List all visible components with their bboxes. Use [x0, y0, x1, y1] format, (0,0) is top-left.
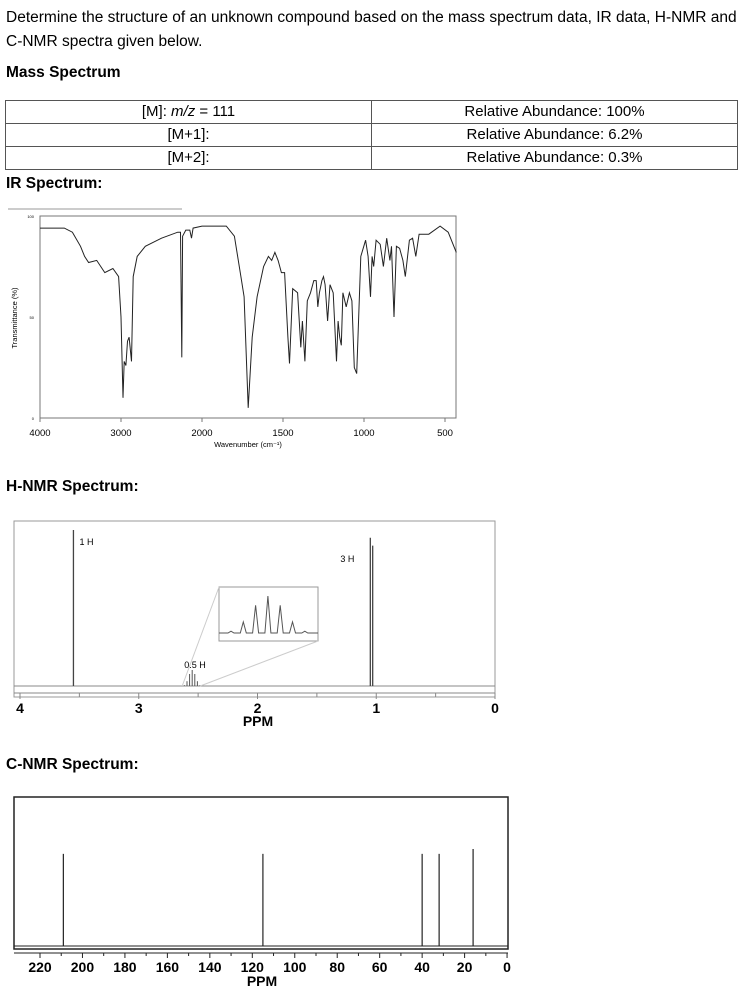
- x-tick-label: 3000: [110, 428, 132, 439]
- mass-spectrum-heading: Mass Spectrum: [6, 64, 121, 81]
- y-tick-label: 100: [27, 214, 34, 219]
- x-tick-label: 60: [371, 959, 388, 975]
- x-tick-label: 500: [437, 428, 453, 439]
- mass-label: [M+2]:: [6, 147, 372, 170]
- x-tick-label: 20: [456, 959, 473, 975]
- x-tick-label: 4: [16, 700, 24, 716]
- x-tick-label: 1500: [272, 428, 294, 439]
- x-tick-label: 200: [70, 959, 95, 975]
- peak-integration-label: 0.5 H: [184, 660, 206, 670]
- cnmr-frame: [14, 797, 508, 949]
- x-tick-label: 180: [113, 959, 137, 975]
- x-axis-label: PPM: [242, 713, 274, 729]
- y-axis-label: Transmittance (%): [10, 287, 19, 349]
- x-axis-label: PPM: [246, 973, 278, 989]
- x-tick-label: 0: [491, 700, 499, 716]
- y-tick-label: 0: [31, 416, 34, 421]
- x-tick-label: 0: [503, 959, 511, 975]
- cnmr-chart: [14, 797, 511, 989]
- x-tick-label: 120: [240, 959, 264, 975]
- mass-label: [M]: m/z = 111: [6, 101, 372, 124]
- cnmr-heading: C-NMR Spectrum:: [6, 756, 139, 773]
- ir-trace: [40, 226, 456, 408]
- x-tick-label: 2000: [191, 428, 213, 439]
- x-tick-label: 40: [414, 959, 430, 975]
- hnmr-chart: [14, 521, 499, 729]
- mass-label: [M+1]:: [6, 124, 372, 147]
- peak-integration-label: 1 H: [79, 537, 94, 547]
- x-tick-label: 100: [283, 959, 307, 975]
- mass-value: Relative Abundance: 6.2%: [372, 124, 738, 147]
- y-tick-label: 50: [29, 315, 34, 320]
- x-tick-label: 1: [372, 700, 381, 716]
- question-text: Determine the structure of an unknown compound based on the mass spectrum data, IR data, H-NMR and C-NMR spectra given below.: [6, 9, 737, 50]
- ir-heading: IR Spectrum:: [6, 175, 103, 192]
- x-tick-label: 3: [134, 700, 143, 716]
- x-tick-label: 160: [155, 959, 180, 975]
- ir-chart: [8, 209, 456, 449]
- hnmr-heading: H-NMR Spectrum:: [6, 478, 139, 495]
- mass-value: Relative Abundance: 100%: [372, 101, 738, 124]
- x-tick-label: 220: [28, 959, 52, 975]
- x-tick-label: 140: [198, 959, 222, 975]
- peak-integration-label: 3 H: [340, 554, 355, 564]
- x-tick-label: 4000: [29, 428, 51, 439]
- mass-value: Relative Abundance: 0.3%: [372, 147, 738, 170]
- x-axis-label: Wavenumber (cm⁻¹): [214, 440, 282, 449]
- inset-connector: [200, 641, 318, 686]
- x-tick-label: 1000: [353, 428, 375, 439]
- inset-connector: [182, 587, 219, 686]
- x-tick-label: 2: [253, 700, 262, 716]
- x-tick-label: 80: [329, 959, 346, 975]
